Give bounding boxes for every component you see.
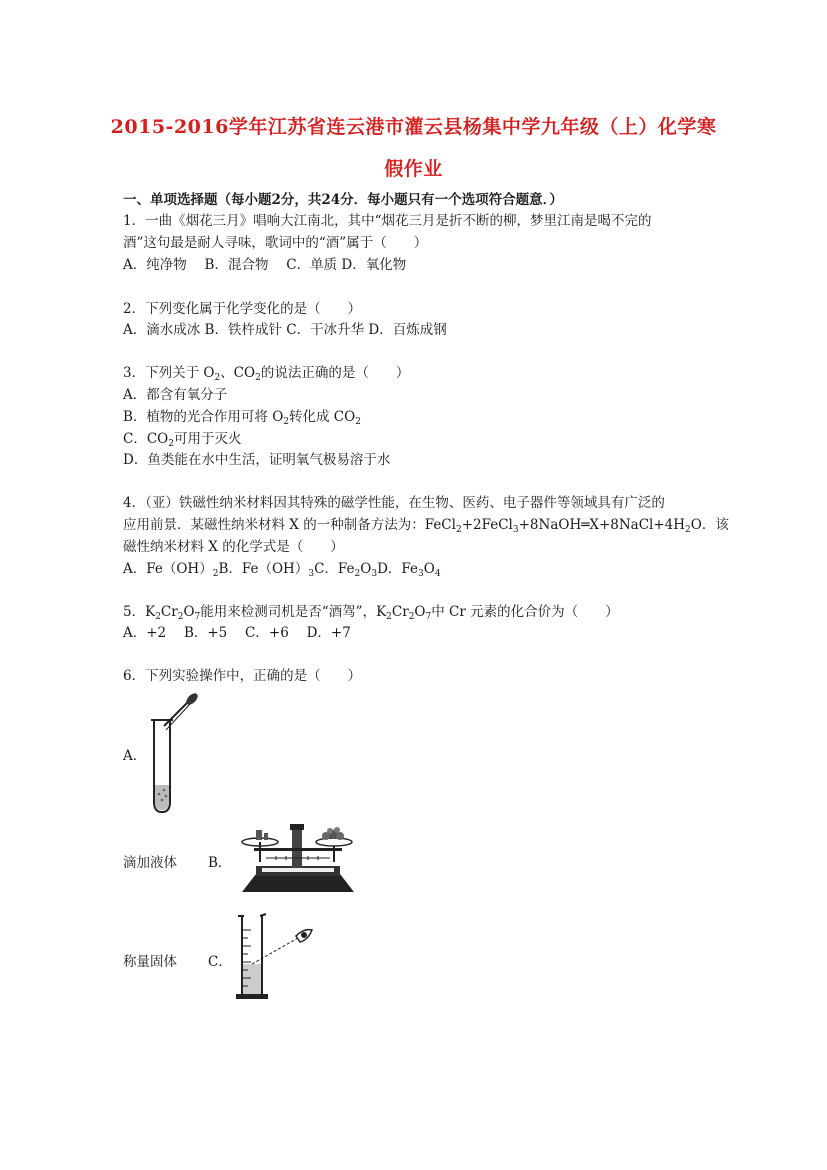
q1-stem-line2: 酒”这句最是耐人寻味，歌词中的“酒”属于（ ） [123, 235, 428, 251]
dropper-test-tube-figure [140, 690, 200, 815]
q3-option-a: A．都含有氧分子 [123, 387, 228, 403]
q4-stem-line1: 4．（亚）铁磁性纳米材料因其特殊的磁学性能，在生物、医药、电子器件等领域具有广泛的 [123, 495, 665, 511]
q5-stem: 5．$K_2Cr_2O_7$能用来检测司机是否“酒驾”，$K_2Cr_2O_7$中 Cr 元素的化合价为（ ） [123, 604, 619, 622]
q6-option-c-label: C． [208, 954, 232, 970]
q1-stem-line1: 1．一曲《烟花三月》唱响大江南北，其中“烟花三月是折不断的柳，梦里江南是喝不完的 [123, 213, 652, 229]
page-title-line2: 假作业 [384, 158, 443, 180]
page-title-line1: 2015-2016学年江苏省连云港市灌云县杨集中学九年级（上）化学寒 [110, 116, 717, 138]
q6-option-a-caption: 滴加液体 [123, 855, 177, 871]
q6-option-b-caption: 称量固体 [123, 954, 177, 970]
q4-options: A．$Fe(OH)_2B$．$Fe(OH)_3C$．$Fe_2O_3D$．$Fe_3O_4$ [123, 561, 441, 579]
q4-stem-line3: 磁性纳米材料 X 的化学式是（ ） [123, 539, 344, 555]
q3-stem: 3．下列关于 $O_2$、$CO_2$的说法正确的是（ ） [123, 365, 410, 383]
q6-stem: 6．下列实验操作中，正确的是（ ） [123, 668, 362, 684]
q3-option-d: D．鱼类能在水中生活，证明氧气极易溶于水 [123, 452, 391, 468]
q5-options: A．+2 B．+5 C．+6 D．+7 [123, 625, 351, 641]
q4-stem-line2: 应用前景．某磁性纳米材料 X 的一种制备方法为：$FeCl_2+2FeCl_3+8NaOH═X+8NaCl+4H_2O$．该 [123, 517, 729, 535]
q3-option-c: C．$CO_2$可用于灭火 [123, 431, 242, 449]
graduated-cylinder-figure [234, 910, 318, 1004]
q6-option-a-label: A． [123, 748, 147, 764]
q1-options: A．纯净物 B．混合物 C．单质 D．氧化物 [123, 257, 407, 273]
balance-scale-figure [236, 818, 358, 898]
q2-options: A．滴水成冰 B．铁杵成针 C．干冰升华 D．百炼成钢 [123, 322, 447, 338]
q3-option-b: B．植物的光合作用可将 $O_2$转化成 $CO_2$ [123, 409, 361, 427]
section-heading: 一、单项选择题（每小题2分，共24分．每小题只有一个选项符合题意．） [123, 192, 563, 208]
q6-option-b-label: B． [208, 855, 232, 871]
q2-stem: 2．下列变化属于化学变化的是（ ） [123, 301, 362, 317]
